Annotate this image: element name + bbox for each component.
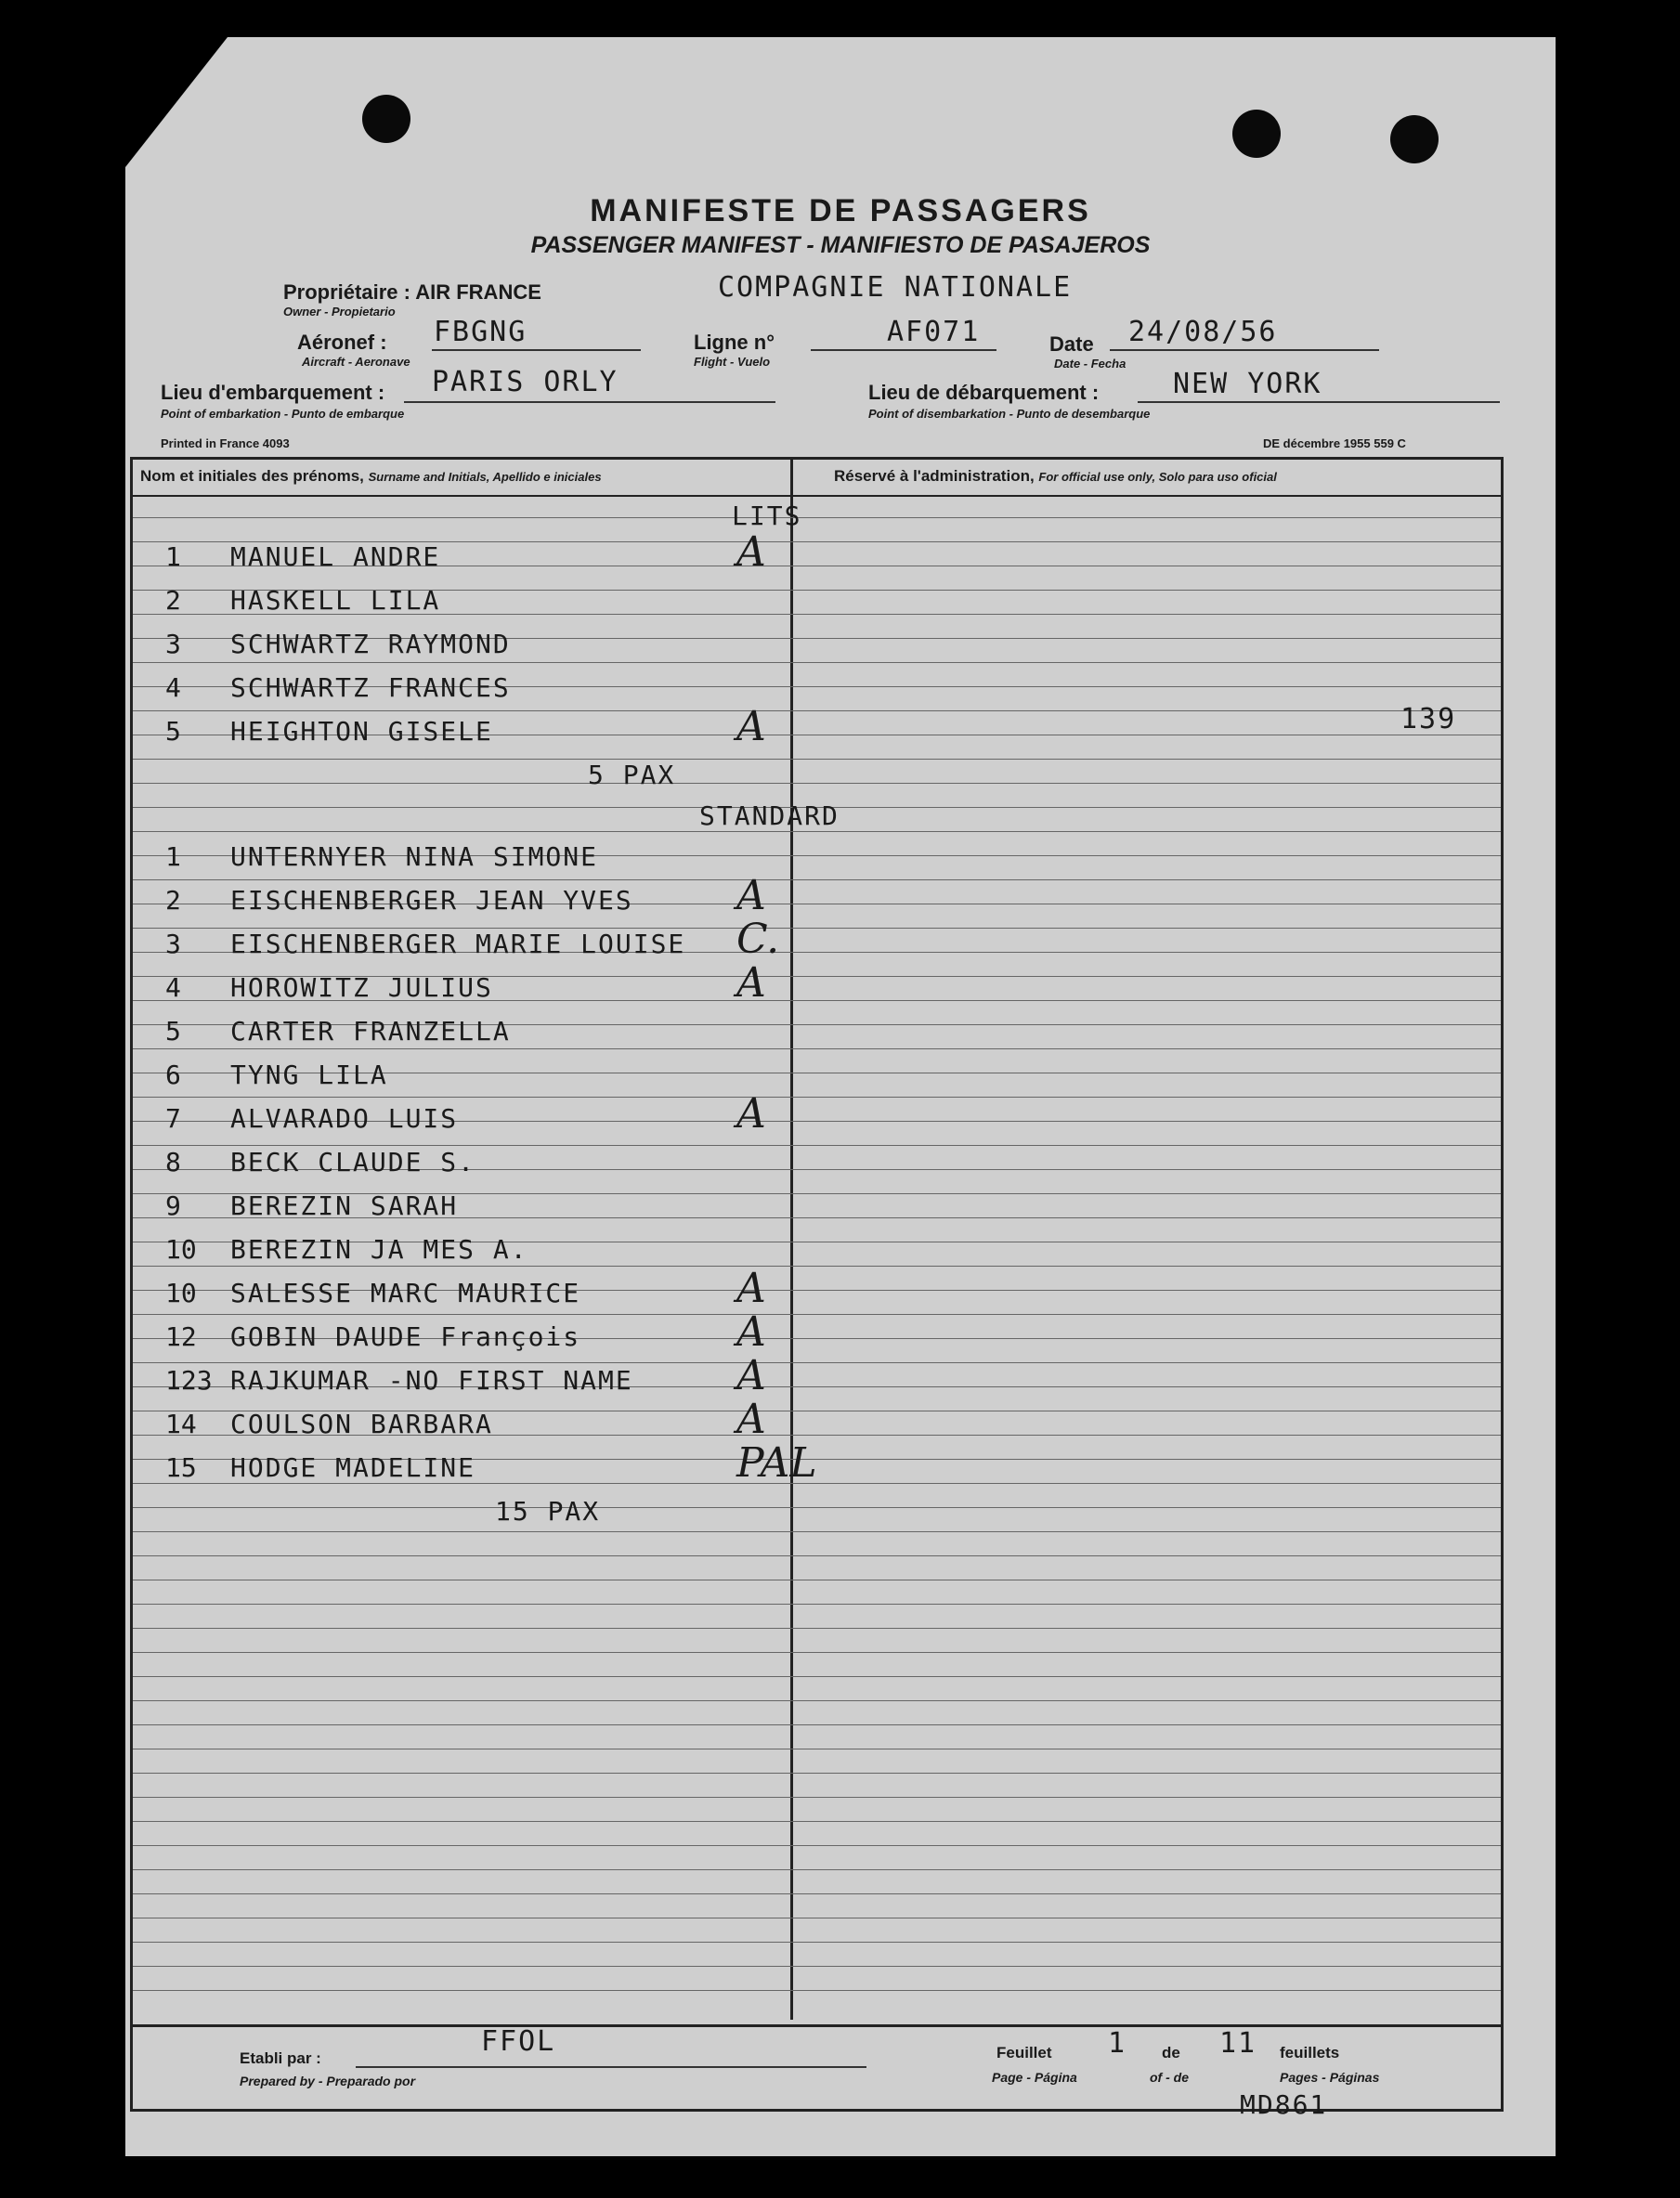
owner-label: Propriétaire : AIR FRANCE — [283, 280, 541, 304]
section-heading: STANDARD — [699, 800, 840, 831]
aircraft-value: FBGNG — [434, 316, 527, 348]
passenger-name: BECK CLAUDE S. — [230, 1147, 476, 1177]
row-number: 7 — [165, 1103, 181, 1134]
handwritten-mark: A — [736, 872, 766, 919]
prepared-label: Etabli par : — [240, 2049, 321, 2067]
ruled-line — [133, 879, 1501, 880]
row-number: 10 — [165, 1278, 197, 1308]
row-number: 3 — [165, 929, 181, 959]
ruled-line — [133, 1821, 1501, 1822]
passenger-name: BEREZIN JA MES A. — [230, 1234, 528, 1265]
ruled-line — [133, 1724, 1501, 1725]
handwritten-mark: A — [736, 703, 766, 750]
punch-hole-icon — [1390, 115, 1439, 163]
ruled-line — [133, 1966, 1501, 1967]
ruled-line — [133, 831, 1501, 832]
row-number: 1 — [165, 841, 181, 872]
embark-label: Lieu d'embarquement : — [161, 381, 385, 404]
row-number: 123 — [165, 1365, 213, 1396]
ruled-line — [133, 1048, 1501, 1049]
passenger-name: SCHWARTZ FRANCES — [230, 672, 511, 703]
printed-note: Printed in France 4093 — [161, 436, 290, 450]
ruled-line — [133, 1628, 1501, 1629]
ruled-line — [133, 1362, 1501, 1363]
section-total: 15 PAX — [495, 1496, 601, 1527]
ruled-line — [133, 1845, 1501, 1846]
passenger-name: EISCHENBERGER MARIE LOUISE — [230, 929, 686, 959]
form-code: DE décembre 1955 559 C — [1263, 436, 1406, 450]
embark-sub: Point of embarkation - Punto de embarque — [161, 407, 405, 421]
disembark-sub: Point of disembarkation - Punto de desembarque — [868, 407, 1151, 421]
flight-label: Ligne n° — [694, 331, 775, 354]
section-heading: LITS — [732, 501, 802, 531]
owner-value: COMPAGNIE NATIONALE — [718, 271, 1073, 304]
prepared-value: FFOL — [481, 2025, 556, 2058]
row-number: 9 — [165, 1190, 181, 1221]
passenger-name: GOBIN DAUDE François — [230, 1321, 581, 1352]
row-number: 2 — [165, 885, 181, 916]
handwritten-mark: C. — [736, 916, 780, 963]
page-value: 1 — [1108, 2027, 1127, 2060]
ruled-line — [133, 1700, 1501, 1701]
handwritten-mark: A — [736, 1308, 766, 1356]
date-label: Date — [1049, 332, 1094, 356]
handwritten-mark: A — [736, 528, 766, 576]
ruled-line — [133, 662, 1501, 663]
ruled-line — [133, 1652, 1501, 1653]
passenger-name: TYNG LILA — [230, 1060, 388, 1090]
passenger-name: HODGE MADELINE — [230, 1452, 476, 1483]
passenger-name: UNTERNYER NINA SIMONE — [230, 841, 599, 872]
ruled-line — [133, 783, 1501, 784]
ruled-line — [133, 1676, 1501, 1677]
form-subtitle: PASSENGER MANIFEST - MANIFIESTO DE PASAJEROS — [530, 232, 1151, 258]
pages-label: feuillets — [1280, 2044, 1340, 2061]
ruled-line — [133, 1797, 1501, 1798]
ruled-line — [133, 1507, 1501, 1508]
row-number: 6 — [165, 1060, 181, 1090]
handwritten-mark: A — [736, 1352, 766, 1399]
passenger-name: CARTER FRANZELLA — [230, 1016, 511, 1047]
ruled-line — [133, 1869, 1501, 1870]
ruled-line — [133, 1942, 1501, 1943]
punch-hole-icon — [362, 95, 410, 143]
embark-value: PARIS ORLY — [432, 366, 619, 398]
table-header — [133, 460, 1501, 497]
ruled-line — [133, 1266, 1501, 1267]
form-title: MANIFESTE DE PASSAGERS — [590, 193, 1091, 228]
passenger-name: MANUEL ANDRE — [230, 541, 441, 572]
admin-note: 139 — [1400, 703, 1457, 735]
row-number: 4 — [165, 672, 181, 703]
handwritten-mark: A — [736, 959, 766, 1007]
page-label: Feuillet — [996, 2044, 1052, 2061]
passenger-name: RAJKUMAR -NO FIRST NAME — [230, 1365, 633, 1396]
passenger-name: EISCHENBERGER JEAN YVES — [230, 885, 633, 916]
of-value: 11 — [1219, 2027, 1257, 2060]
column-divider — [790, 460, 793, 2020]
disembark-value: NEW YORK — [1173, 368, 1322, 400]
ruled-line — [133, 1555, 1501, 1556]
flight-sub: Flight - Vuelo — [694, 355, 771, 369]
ruled-line — [133, 1097, 1501, 1098]
of-label: de — [1162, 2044, 1180, 2061]
row-number: 12 — [165, 1321, 197, 1352]
prepared-sub: Prepared by - Preparado por — [240, 2074, 416, 2088]
disembark-label: Lieu de débarquement : — [868, 381, 1100, 404]
passenger-name: SALESSE MARC MAURICE — [230, 1278, 581, 1308]
pages-sub: Pages - Páginas — [1280, 2070, 1380, 2085]
document-stamp: MD861 — [1240, 2089, 1328, 2120]
row-number: 14 — [165, 1409, 197, 1439]
punch-hole-icon — [1232, 110, 1281, 158]
page-sub: Page - Página — [992, 2070, 1077, 2085]
passenger-name: SCHWARTZ RAYMOND — [230, 629, 511, 659]
row-number: 3 — [165, 629, 181, 659]
row-number: 4 — [165, 972, 181, 1003]
row-number: 5 — [165, 716, 181, 747]
date-value: 24/08/56 — [1128, 316, 1278, 348]
handwritten-mark: A — [736, 1396, 766, 1443]
passenger-table — [130, 457, 1504, 2112]
passenger-name: BEREZIN SARAH — [230, 1190, 459, 1221]
ruled-line — [133, 1990, 1501, 1991]
row-number: 15 — [165, 1452, 197, 1483]
ruled-line — [133, 1604, 1501, 1605]
handwritten-mark: PAL — [736, 1439, 817, 1487]
ruled-line — [133, 1531, 1501, 1532]
names-column-header: Nom et initiales des prénoms, Surname and Initials, Apellido e iniciales — [140, 467, 602, 485]
row-number: 10 — [165, 1234, 197, 1265]
footer-divider — [133, 2024, 1501, 2029]
ruled-line — [133, 1893, 1501, 1894]
ruled-line — [133, 710, 1501, 711]
date-sub: Date - Fecha — [1054, 357, 1127, 371]
of-sub: of - de — [1150, 2070, 1189, 2085]
section-total: 5 PAX — [588, 760, 676, 790]
row-number: 2 — [165, 585, 181, 616]
handwritten-mark: A — [736, 1090, 766, 1138]
ruled-line — [133, 517, 1501, 518]
passenger-name: HASKELL LILA — [230, 585, 441, 616]
owner-sub: Owner - Propietario — [283, 305, 396, 319]
aircraft-sub: Aircraft - Aeronave — [302, 355, 410, 369]
passenger-name: HEIGHTON GISELE — [230, 716, 493, 747]
passenger-name: COULSON BARBARA — [230, 1409, 493, 1439]
ruled-line — [133, 759, 1501, 760]
row-number: 8 — [165, 1147, 181, 1177]
passenger-name: ALVARADO LUIS — [230, 1103, 459, 1134]
ruled-line — [133, 1314, 1501, 1315]
row-number: 1 — [165, 541, 181, 572]
ruled-line — [133, 1773, 1501, 1774]
passenger-name: HOROWITZ JULIUS — [230, 972, 493, 1003]
torn-corner — [125, 37, 228, 167]
row-number: 5 — [165, 1016, 181, 1047]
flight-value: AF071 — [887, 316, 981, 348]
handwritten-mark: A — [736, 1265, 766, 1312]
aircraft-label: Aéronef : — [297, 331, 387, 354]
ruled-line — [133, 1145, 1501, 1146]
admin-column-header: Réservé à l'administration, For official use only, Solo para uso oficial — [834, 467, 1277, 485]
